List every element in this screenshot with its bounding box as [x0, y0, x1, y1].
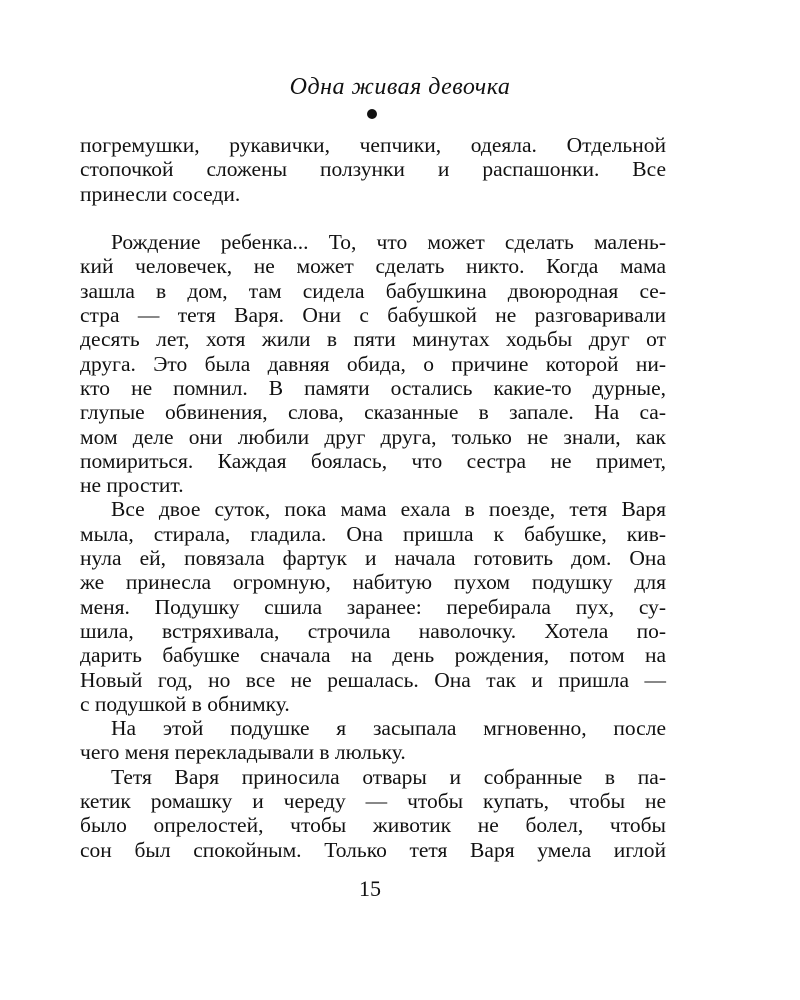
- text-line: На этой подушке я засыпала мгновенно, после: [111, 716, 666, 741]
- text-line: глупые обвинения, слова, сказанные в запале. На са-: [80, 400, 666, 425]
- text-line: кетик ромашку и череду — чтобы купать, чтобы не: [80, 789, 666, 814]
- running-head: Одна живая девочка: [289, 74, 511, 100]
- text-line: меня. Подушку сшила заранее: перебирала пух, су-: [80, 594, 666, 619]
- text-line: с подушкой в обнимку.: [80, 691, 290, 716]
- bullet-ornament: [367, 109, 377, 119]
- text-line: мыла, стирала, гладила. Она пришла к бабушке, кив-: [80, 521, 666, 546]
- text-line: не простит.: [80, 473, 184, 498]
- paragraph-gap: [80, 206, 666, 230]
- text-line: было опрелостей, чтобы животик не болел, чтобы: [80, 813, 666, 838]
- text-line: мом деле они любили друг друга, только не знали, как: [80, 424, 666, 449]
- text-line: чего меня перекладывали в люльку.: [80, 740, 406, 765]
- text-line: десять лет, хотя жили в пяти минутах ходьбы друг от: [80, 327, 666, 352]
- text-line: стопочкой сложены ползунки и распашонки. Все: [80, 157, 666, 182]
- body-text: [80, 133, 666, 862]
- text-line: Новый год, но все не решалась. Она так и пришла —: [80, 667, 666, 692]
- text-line: шила, встряхивала, строчила наволочку. Хотела по-: [80, 618, 666, 643]
- text-line: Все двое суток, пока мама ехала в поезде, тетя Варя: [111, 497, 666, 522]
- text-line: погремушки, рукавички, чепчики, одеяла. Отдельной: [80, 133, 666, 157]
- text-line: принесли соседи.: [80, 181, 241, 206]
- text-line: нула ей, повязала фартук и начала готовить дом. Она: [80, 546, 666, 571]
- text-line: друга. Это была давняя обида, о причине которой ни-: [80, 351, 666, 376]
- text-line: помириться. Каждая боялась, что сестра не примет,: [80, 448, 666, 473]
- page-number: 15: [359, 876, 381, 901]
- text-line: дарить бабушке сначала на день рождения, потом на: [80, 643, 666, 668]
- text-line: стра — тетя Варя. Они с бабушкой не разговаривали: [80, 303, 666, 328]
- text-line: зашла в дом, там сидела бабушкина двоюродная се-: [80, 278, 666, 303]
- text-line: кто не помнил. В памяти остались какие-то дурные,: [80, 375, 666, 400]
- text-line: Рождение ребенка... То, что может сделать малень-: [111, 230, 666, 255]
- text-line: Тетя Варя приносила отвары и собранные в па-: [111, 764, 666, 789]
- text-line: сон был спокойным. Только тетя Варя умела иглой: [80, 837, 666, 862]
- text-line: кий человечек, не может сделать никто. Когда мама: [80, 254, 666, 279]
- text-line: же принесла огромную, набитую пухом подушку для: [80, 570, 666, 595]
